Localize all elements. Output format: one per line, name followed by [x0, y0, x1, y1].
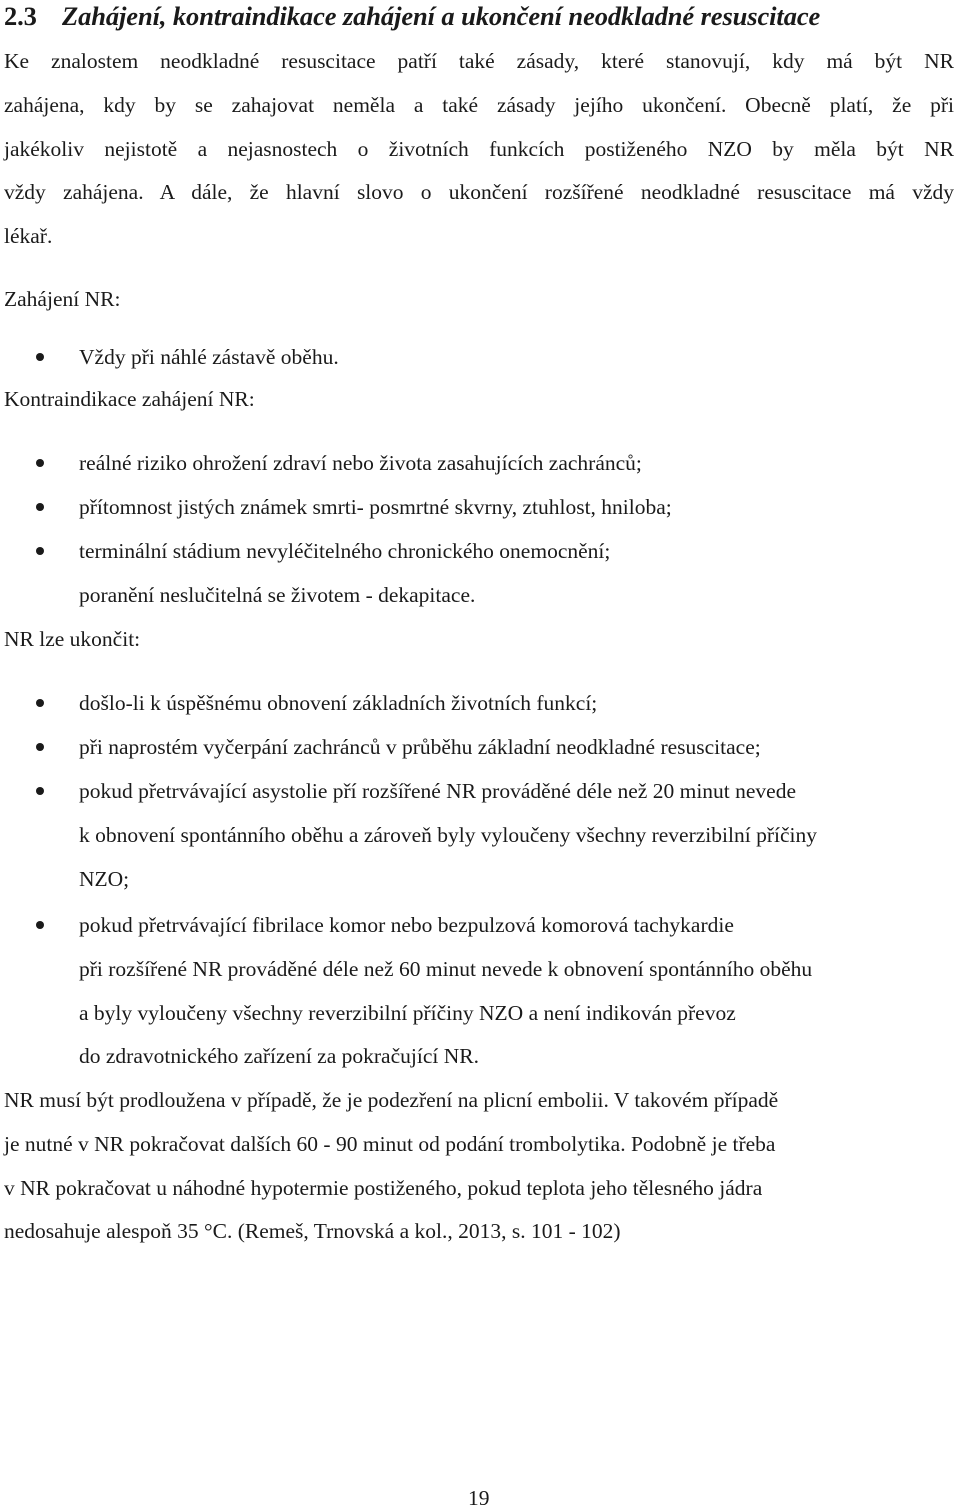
- page-number: 19: [468, 1486, 490, 1510]
- intro-line: zahájena, kdy by se zahajovat neměla a také zásady jejího ukončení. Obecně platí, že při: [4, 93, 954, 117]
- bullet-icon: [36, 921, 44, 929]
- termination-item-continuation: NZO;: [79, 867, 130, 891]
- termination-item: pokud přetrvávající asystolie pří rozšířené NR prováděné déle než 20 minut nevede: [79, 779, 797, 803]
- closing-line: je nutné v NR pokračovat dalších 60 - 90 minut od podání trombolytika. Podobně je třeba: [4, 1132, 776, 1156]
- contraindication-continuation: poranění neslučitelná se životem - dekapitace.: [79, 583, 476, 607]
- intro-line: vždy zahájena. A dále, že hlavní slovo o ukončení rozšířené neodkladné resuscitace má vždy: [4, 180, 954, 204]
- bullet-icon: [36, 699, 44, 707]
- bullet-icon: [36, 787, 44, 795]
- termination-item-continuation: k obnovení spontánního oběhu a zároveň byly vyloučeny všechny reverzibilní příčiny: [79, 823, 817, 847]
- bullet-icon: [36, 459, 44, 467]
- termination-heading: NR lze ukončit:: [4, 627, 141, 651]
- bullet-icon: [36, 353, 44, 361]
- bullet-icon: [36, 547, 44, 555]
- closing-line: v NR pokračovat u náhodné hypotermie postiženého, pokud teplota jeho tělesného jádra: [4, 1176, 763, 1200]
- termination-item: došlo-li k úspěšnému obnovení základních životních funkcí;: [79, 691, 598, 715]
- termination-item-continuation: a byly vyloučeny všechny reverzibilní příčiny NZO a není indikován převoz: [79, 1001, 736, 1025]
- bullet-icon: [36, 503, 44, 511]
- closing-line: nedosahuje alespoň 35 °C. (Remeš, Trnovská a kol., 2013, s. 101 - 102): [4, 1219, 621, 1243]
- start-item: Vždy při náhlé zástavě oběhu.: [79, 345, 339, 369]
- contraindication-item: přítomnost jistých známek smrti- posmrtné skvrny, ztuhlost, hniloba;: [79, 495, 672, 519]
- termination-item: při naprostém vyčerpání zachránců v průběhu základní neodkladné resuscitace;: [79, 735, 761, 759]
- termination-item: pokud přetrvávající fibrilace komor nebo bezpulzová komorová tachykardie: [79, 913, 734, 937]
- section-number: 2.3: [4, 1, 37, 31]
- bullet-icon: [36, 743, 44, 751]
- section-heading: [4, 0, 956, 33]
- start-heading: Zahájení NR:: [4, 287, 121, 311]
- termination-item-continuation: do zdravotnického zařízení za pokračující NR.: [79, 1044, 479, 1068]
- section-title: Zahájení, kontraindikace zahájení a ukončení neodkladné resuscitace: [62, 1, 821, 31]
- contraindication-item: terminální stádium nevyléčitelného chronického onemocnění;: [79, 539, 611, 563]
- contraindication-item: reálné riziko ohrožení zdraví nebo života zasahujících zachránců;: [79, 451, 642, 475]
- closing-line: NR musí být prodloužena v případě, že je podezření na plicní embolii. V takovém případě: [4, 1088, 779, 1112]
- intro-line: Ke znalostem neodkladné resuscitace patří také zásady, které stanovují, kdy má být NR: [4, 49, 954, 73]
- intro-line: jakékoliv nejistotě a nejasnostech o životních funkcích postiženého NZO by měla být NR: [4, 137, 954, 161]
- intro-line: lékař.: [4, 224, 53, 248]
- termination-item-continuation: při rozšířené NR prováděné déle než 60 minut nevede k obnovení spontánního oběhu: [79, 957, 813, 981]
- contraindications-heading: Kontraindikace zahájení NR:: [4, 387, 255, 411]
